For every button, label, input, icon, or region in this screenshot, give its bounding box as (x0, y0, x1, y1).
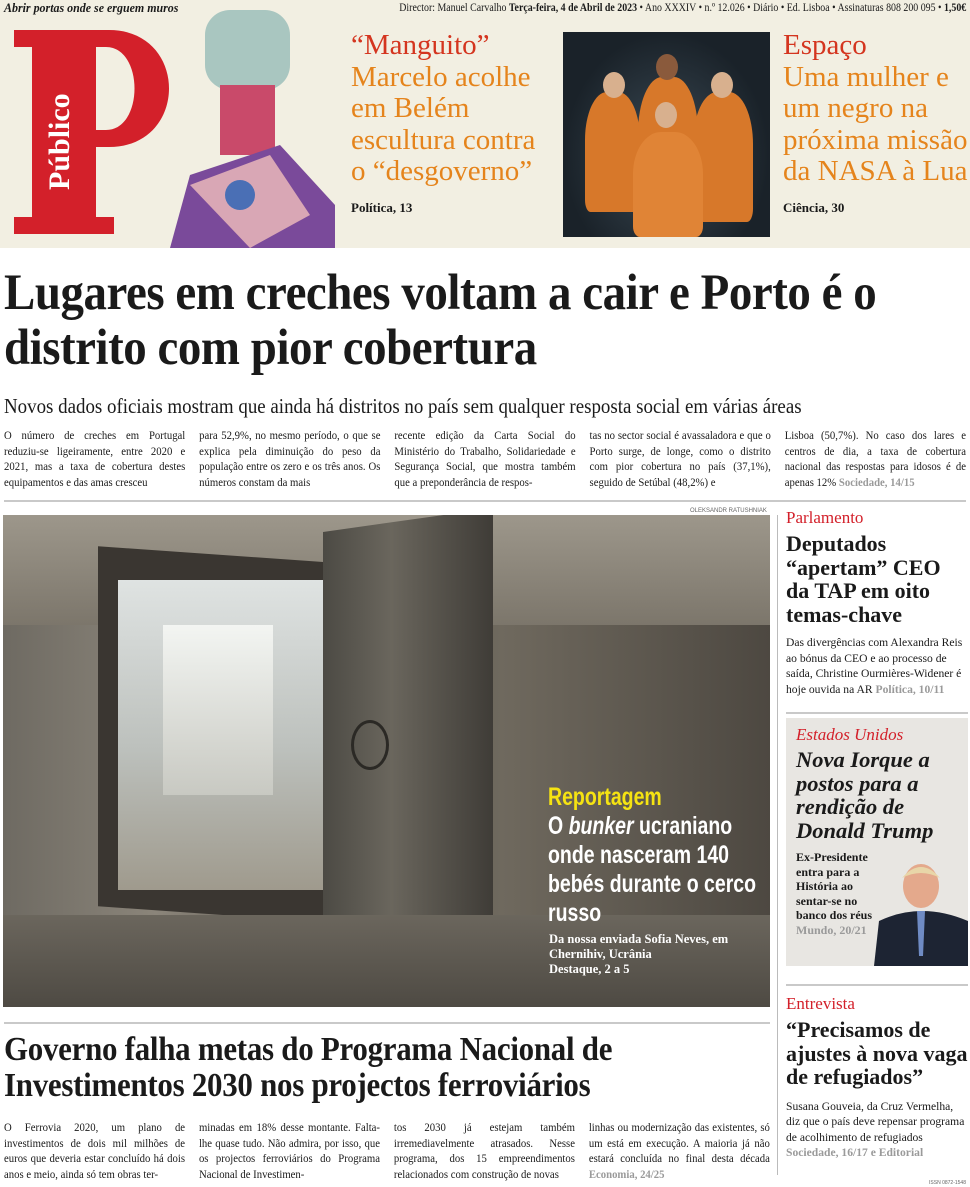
teaser-kicker: “Manguito” (351, 29, 490, 61)
story-title: Deputados “apertam” CEO da TAP em oito temas-chave (786, 531, 941, 627)
teaser-title: Marcelo acolhe em Belém escultura contra o “desgoverno” (351, 60, 536, 187)
teaser-section: Ciência, 30 (783, 199, 845, 215)
ferrovia-column: tos 2030 já estejam também irremediavelmente atrasados. Nesse programa, dos 15 empreendimentos relacionados com construção de novas (393, 1121, 575, 1181)
story-kicker: Estados Unidos (796, 725, 904, 744)
divider (786, 712, 968, 714)
ferrovia-body (4, 1120, 770, 1182)
section-ref[interactable]: Política, 10/11 (875, 682, 945, 696)
lead-body (4, 428, 966, 490)
teaser-title: Uma mulher e um negro na próxima missão da NASA à Lua (783, 60, 968, 187)
story-title: “Precisamos de ajustes à nova vaga de refugiados” (786, 1017, 968, 1089)
column-divider (777, 515, 778, 1175)
teaser-kicker: Espaço (783, 29, 867, 61)
logo-word: Público (43, 93, 76, 190)
lead-column: tas no sector social é avassaladora e que o Porto surge, de longe, como o distrito com pior cobertura no país (37,1%), seguido de Setúbal (48,2%) e (589, 429, 771, 489)
issue-date: Terça-feira, 4 de Abril de 2023 (508, 2, 637, 14)
divider (4, 1022, 770, 1024)
tagline: Abrir portas onde se erguem muros (4, 0, 179, 15)
astronauts-photo[interactable] (563, 32, 770, 237)
ferrovia-headline[interactable]: Governo falha metas do Programa Nacional de Investimentos 2030 nos projectos ferroviários (4, 1031, 613, 1104)
lead-column: para 52,9%, no mesmo período, o que se explica pela diminuição do peso da população entre os zero e os três anos. Os números constam da mais (199, 429, 381, 489)
reportagem-kicker: Reportagem (548, 783, 662, 811)
ferrovia-column: linhas ou modernização das existentes, só um está em execução. A maioria já não estará concluída no final desta década Economia, 24/25 (588, 1121, 770, 1181)
divider (786, 984, 968, 986)
lead-column: Lisboa (50,7%). No caso dos lares e centros de dia, a taxa de cobertura nacional das respostas para idosos é de apenas 12% Sociedade, 14/15 (784, 429, 966, 489)
divider (4, 500, 966, 502)
section-ref[interactable]: Sociedade, 14/15 (838, 475, 915, 489)
story-entrevista[interactable]: Entrevista “Precisamos de ajustes à nova vaga de refugiados” Susana Gouveia, da Cruz Vermelha, diz que o país deve repensar programa de acolhimento de refugiados Sociedade, 16/17 e Editorial (786, 994, 968, 1160)
lead-subhead: Novos dados oficiais mostram que ainda há distritos no país sem qualquer resposta social em várias áreas (4, 394, 802, 418)
ferrovia-column: minadas em 18% desse montante. Falta-lhe quase tudo. Não admira, por isso, que os projectos ferroviários do Programa Nacional de Investimen- (198, 1121, 381, 1181)
story-title: Nova Iorque a postos para a rendição de Donald Trump (796, 747, 934, 843)
teaser-espaco[interactable] (783, 30, 968, 223)
trump-photo (874, 856, 968, 966)
issn: ISSN 0872-1548 (929, 1180, 966, 1186)
lead-headline[interactable]: Lugares em creches voltam a cair e Porto é o distrito com pior cobertura (4, 265, 877, 376)
ferrovia-column: O Ferrovia 2020, um plano de investimentos de dois mil milhões de euros que deveria estar concluído há dois anos e meio, ainda só tem obras ter- (4, 1121, 186, 1181)
story-parlamento[interactable]: Parlamento Deputados “apertam” CEO da TAP em oito temas-chave Das divergências com Alexandra Reis ao bónus da CEO e ao processo de saída, Christine Ourmières-Widener é hoje ouvida na AR Política, 10/11 (786, 508, 968, 697)
section-ref[interactable]: Destaque, 2 a 5 (549, 962, 630, 976)
lead-column: recente edição da Carta Social do Ministério do Trabalho, Solidariedade e Segurança Social, que mostra também que a preponderância de respos- (394, 429, 576, 489)
issue-info (399, 0, 966, 16)
lead-column: O número de creches em Portugal reduziu-se ligeiramente, entre 2020 e 2021, mas a taxa de cobertura destes equipamentos e das amas cresceu (4, 429, 186, 489)
photo-credit: OLEKSANDR RATUSHNIAK (690, 508, 767, 514)
issue-details: • Ano XXXIV • n.º 12.026 • Diário • Ed. Lisboa • Assinaturas 808 200 095 • (636, 2, 944, 14)
reportagem-byline: Da nossa enviada Sofia Neves, em Chernihiv, Ucrânia Destaque, 2 a 5 (549, 932, 749, 977)
section-ref[interactable]: Sociedade, 16/17 e Editorial (786, 1146, 924, 1160)
price: 1,50€ (943, 2, 966, 14)
sculpture-image[interactable] (130, 5, 335, 248)
section-ref[interactable]: Economia, 24/25 (588, 1167, 665, 1181)
story-kicker: Entrevista (786, 994, 855, 1013)
story-kicker: Parlamento (786, 508, 864, 527)
teaser-section: Política, 13 (351, 199, 413, 215)
teaser-manguito[interactable] (351, 30, 556, 223)
director: Director: Manuel Carvalho (399, 2, 507, 14)
section-ref[interactable]: Mundo, 20/21 (796, 922, 867, 937)
reportagem-title[interactable]: Reportagem O bunker ucraniano onde nasceram 140 bebés durante o cerco russo (548, 783, 774, 928)
story-estados-unidos[interactable]: Estados Unidos Nova Iorque a postos para a rendição de Donald Trump Ex-Presidente entra para a História ao sentar-se no banco dos réus Mundo, 20/21 (786, 718, 968, 966)
